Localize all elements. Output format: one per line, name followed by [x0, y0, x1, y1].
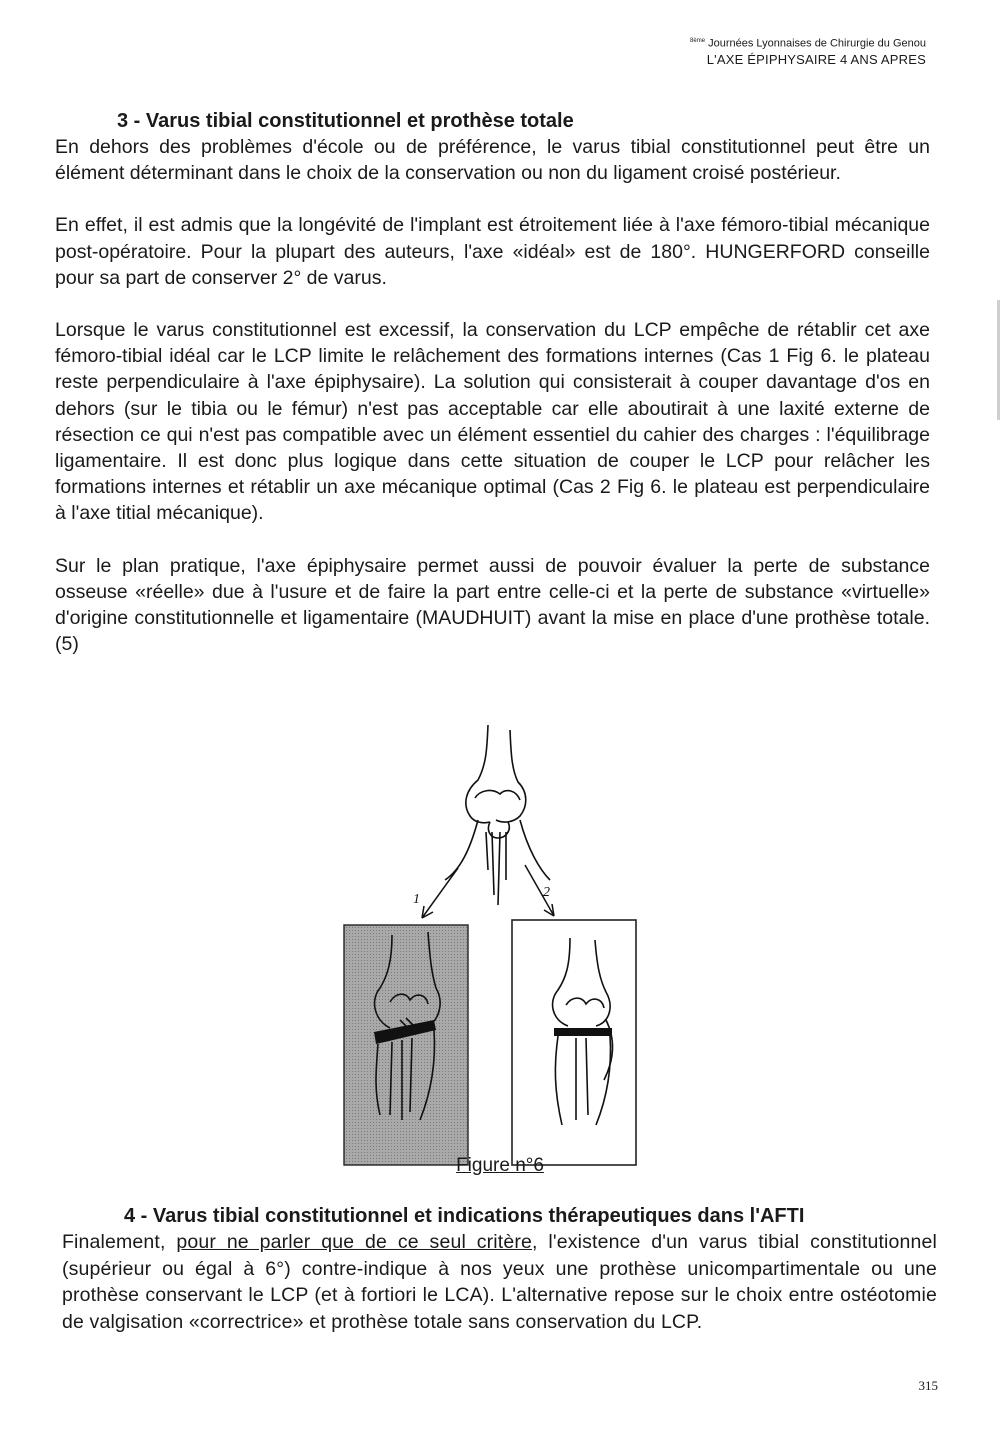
running-header	[690, 33, 926, 68]
section-4	[62, 1203, 937, 1335]
section-3-heading: 3 - Varus tibial constitutionnel et prothèse totale	[117, 110, 574, 132]
arrow-case-1	[422, 868, 458, 918]
label-case-2: 2	[543, 885, 550, 900]
page-number: 315	[918, 1378, 938, 1393]
figure-caption: Figure n°6	[456, 1155, 544, 1176]
case-2-panel	[512, 920, 636, 1165]
case-1-panel	[344, 925, 468, 1165]
figure-6-knee-illustration	[340, 720, 640, 1170]
header-line-1: $^{8ème}$ Journées Lyonnaises de Chirurgie du Genou	[690, 37, 926, 50]
section-4-paragraph: Finalement, pour ne parler que de ce seul critère, l'existence d'un varus tibial constitutionnel (supérieur ou égal à 6°) contre-indique à nos yeux une prothèse unicompartimentale ou une prothèse conservant le LCP (et à fortiori le LCA). L'alternative repose sur le choix entre ostéotomie de valgisation «correctrice» et prothèse totale sans conservation du LCP.	[62, 1231, 937, 1333]
section-3-paragraph-3: Lorsque le varus constitutionnel est excessif, la conservation du LCP empêche de rétablir cet axe fémoro-tibial idéal car le LCP limite le relâchement des formations internes (Cas 1 Fig 6. le plateau reste perpendiculaire à l'axe épiphysaire). La solution qui consisterait à couper davantage d'os en dehors (sur le tibia ou le fémur) n'est pas acceptable car elle aboutirait à une laxité externe de résection ce qui n'est pas compatible avec un élément essentiel du cahier des charges : l'équilibrage ligamentaire. Il est donc plus logique dans cette situation de couper le LCP pour relâcher les formations internes et rétablir un axe mécanique optimal (Cas 2 Fig 6. le plateau est perpendiculaire à l'axe titial mécanique).	[55, 319, 930, 525]
underlined-phrase: pour ne parler que de ce seul critère	[176, 1231, 532, 1253]
label-case-1: 1	[413, 892, 420, 907]
section-3-paragraph-1: En dehors des problèmes d'école ou de préférence, le varus tibial constitutionnel peut être un élément déterminant dans le choix de la conservation ou non du ligament croisé postérieur.	[55, 136, 930, 185]
section-3-paragraph-4: Sur le plan pratique, l'axe épiphysaire permet aussi de pouvoir évaluer la perte de substance osseuse «réelle» due à l'usure et de faire la part entre celle-ci et la perte de substance «virtuelle» d'origine constitutionnelle et ligamentaire (MAUDHUIT) avant la mise en place d'une prothèse totale. (5)	[55, 554, 930, 656]
section-3-paragraph-2: En effet, il est admis que la longévité de l'implant est étroitement liée à l'axe fémoro-tibial mécanique post-opératoire. Pour la plupart des auteurs, l'axe «idéal» est de 180°. HUNGERFORD conseille pour sa part de conserver 2° de varus.	[55, 214, 930, 289]
section-4-heading: 4 - Varus tibial constitutionnel et indications thérapeutiques dans l'AFTI	[124, 1205, 805, 1227]
header-line-2: L'AXE ÉPIPHYSAIRE 4 ANS APRES	[706, 51, 926, 67]
top-knee-drawing	[445, 725, 550, 905]
section-3	[55, 108, 930, 657]
